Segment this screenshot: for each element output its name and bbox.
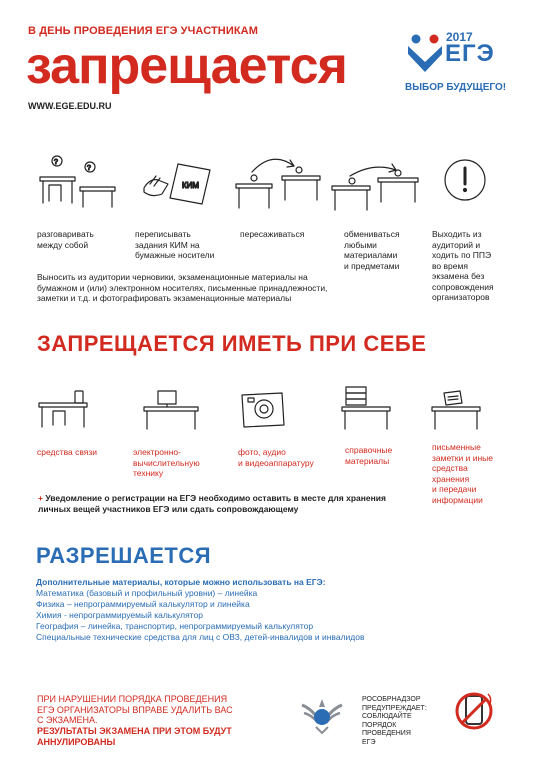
svg-text:?: ? (87, 165, 91, 172)
caption-exchange: обмениваться любыми материалами и предметами (344, 229, 400, 271)
rosobrnadzor-text: РОСОБРНАДЗОР ПРЕДУПРЕЖДАЕТ: СОБЛЮДАЙТЕ ПОРЯДОК ПРОВЕДЕНИЯ ЕГЭ (362, 696, 427, 746)
logo-name: ЕГЭ (445, 40, 495, 67)
page-title: запрещается (26, 37, 347, 95)
caption-computers: электронно- вычислительную технику (133, 447, 200, 478)
list-item: Специальные технические средства для лиц с ОВЗ, детей-инвалидов и инвалидов (36, 632, 365, 642)
caption-leaving: Выходить из аудиторий и ходить по ППЭ во время экзамена без сопровождения организаторов (432, 229, 494, 302)
no-phone-icon (452, 688, 498, 738)
rosobrnadzor-emblem-icon (298, 693, 346, 735)
logo-year: 2017 (446, 30, 473, 44)
allowed-title: РАЗРЕШАЕТСЯ (36, 543, 212, 568)
exchange-items-icon (328, 158, 423, 213)
caption-notes: письменные заметки и иные средства хранения и передачи информации (432, 442, 494, 505)
list-item: Химия - непрограммируемый калькулятор (36, 610, 203, 620)
caption-seats: пересаживаться (240, 229, 305, 239)
list-item: География – линейка, транспортир, непрограммируемый калькулятор (36, 621, 314, 631)
website-link[interactable]: WWW.EGE.EDU.RU (28, 101, 112, 111)
exclamation-icon (440, 155, 490, 205)
phone-desk-icon (35, 385, 105, 430)
allowed-list (36, 577, 416, 643)
books-desk-icon (338, 383, 398, 431)
copying-kim-icon (140, 158, 220, 208)
talking-desks-icon (35, 155, 120, 210)
results-annulled: РЕЗУЛЬТАТЫ ЭКЗАМЕНА ПРИ ЭТОМ БУДУТ АННУЛИРОВАНЫ (37, 726, 232, 747)
ege-logo-icon (405, 32, 445, 78)
camera-icon (236, 385, 291, 430)
caption-copying: переписывать задания КИМ на бумажные носители (135, 229, 215, 260)
changing-seats-icon (232, 152, 327, 212)
caption-communication: средства связи (37, 447, 98, 457)
caption-photo-audio: фото, аудио и видеоаппаратуру (238, 447, 314, 468)
logo-slogan: ВЫБОР БУДУЩЕГО! (405, 82, 507, 93)
svg-text:КИМ: КИМ (182, 181, 200, 190)
prohibited-items-title: ЗАПРЕЩАЕТСЯ ИМЕТЬ ПРИ СЕБЕ (37, 331, 427, 356)
allowed-heading: Дополнительные материалы, которые можно использовать на ЕГЭ: (36, 577, 326, 587)
caption-talking: разговаривать между собой (37, 229, 94, 250)
top-line: В ДЕНЬ ПРОВЕДЕНИЯ ЕГЭ УЧАСТНИКАМ (28, 25, 258, 37)
list-item: Математика (базовый и профильный уровни) – линейка (36, 588, 258, 598)
caption-reference: справочные материалы (345, 445, 393, 466)
violation-warning: ПРИ НАРУШЕНИИ ПОРЯДКА ПРОВЕДЕНИЯ ЕГЭ ОРГАНИЗАТОРЫ ВПРАВЕ УДАЛИТЬ ВАС С ЭКЗАМЕНА. (37, 694, 233, 725)
notes-desk-icon (428, 385, 488, 430)
svg-text:?: ? (54, 159, 58, 166)
computer-desk-icon (140, 385, 210, 430)
list-item: Физика – непрограммируемый калькулятор и линейка (36, 599, 250, 609)
registration-notice: + Уведомление о регистрации на ЕГЭ необходимо оставить в месте для хранения личных вещей участников ЕГЭ или сдать сопровождающему (38, 493, 386, 514)
remove-materials-rule: Выносить из аудитории черновики, экзаменационные материалы на бумажном и (или) электронном носителях, письменные принадлежности, заметки и т.д. и фотографировать экзаменационные материалы (37, 272, 328, 303)
